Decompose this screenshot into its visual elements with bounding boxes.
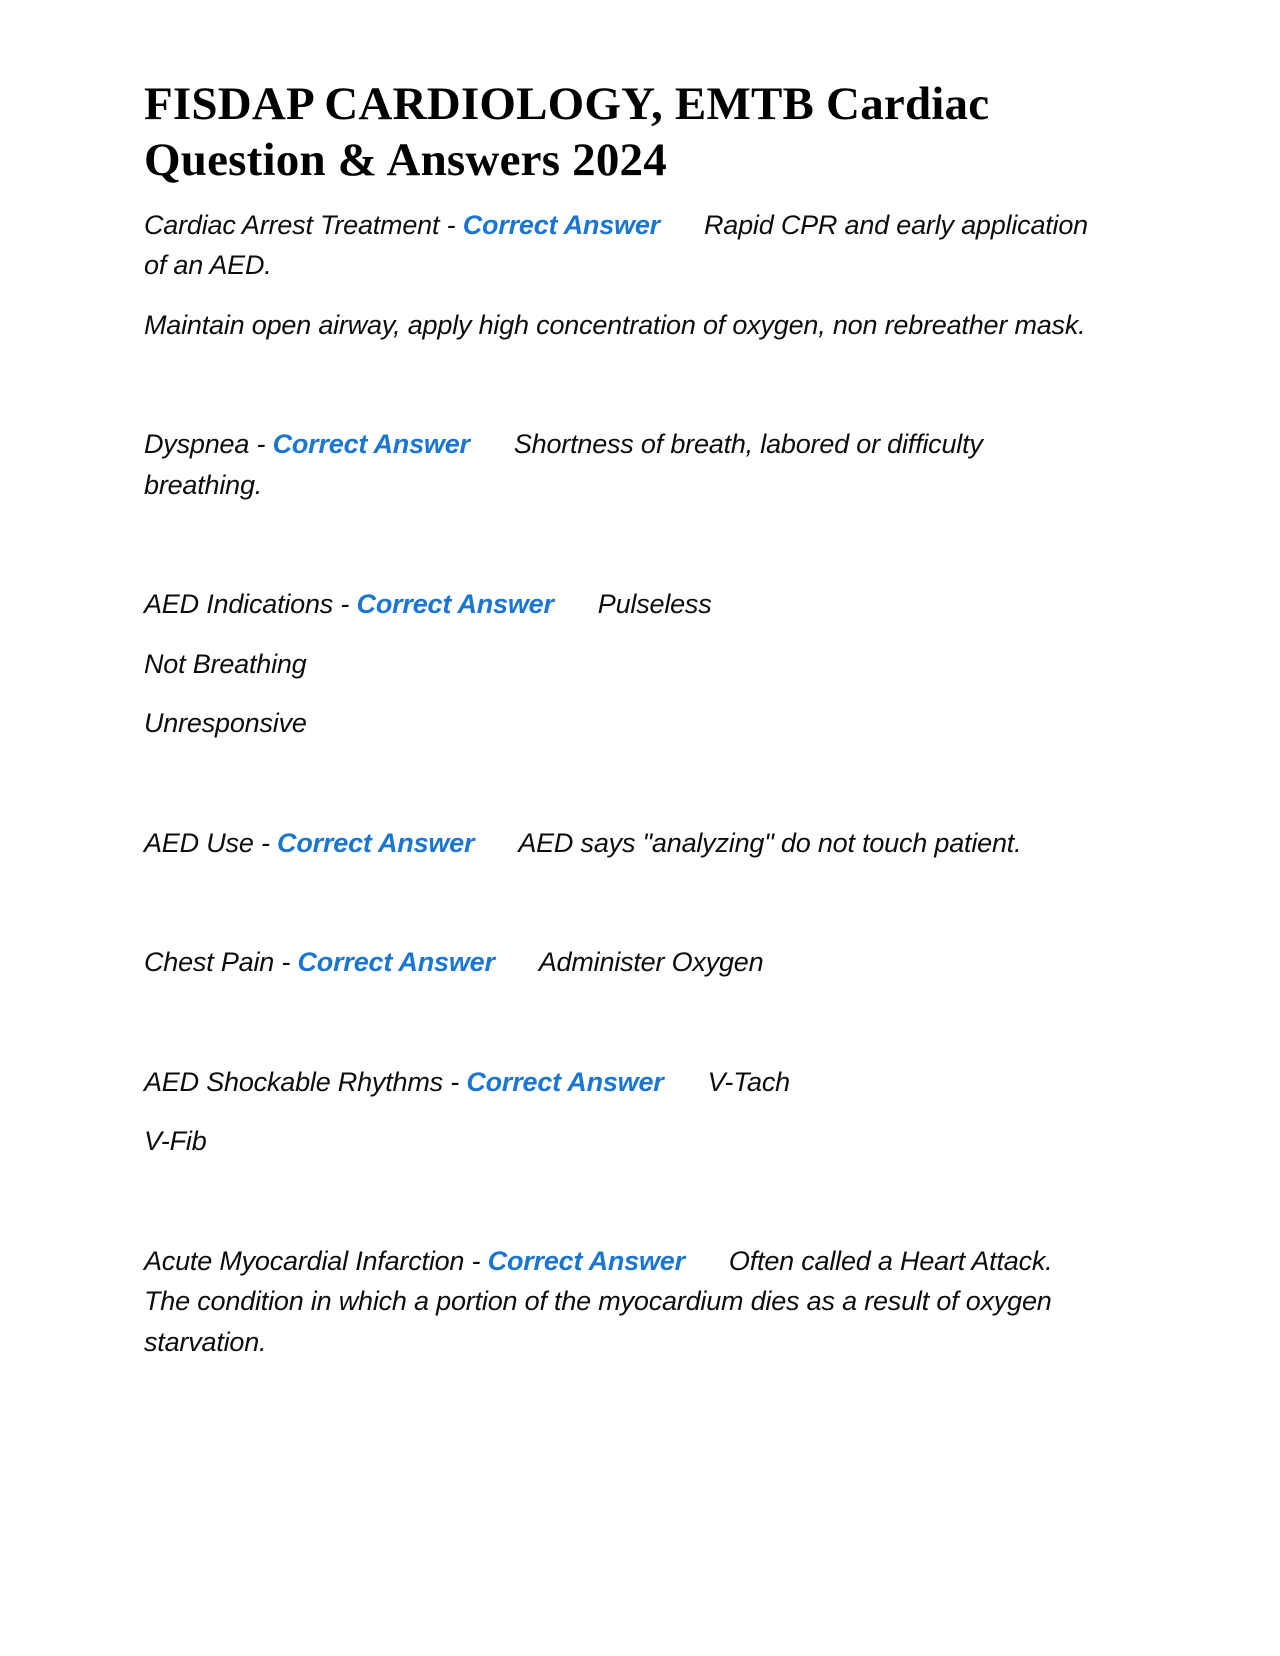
qa-item	[144, 1241, 1096, 1363]
qa-item	[144, 823, 1096, 864]
paragraph-text: Maintain open airway, apply high concentration of oxygen, non rebreather mask.	[144, 309, 1086, 340]
qa-term: Acute Myocardial Infarction	[144, 1245, 465, 1276]
qa-item	[144, 942, 1096, 983]
qa-term: AED Use	[144, 827, 254, 858]
paragraph-spacer	[144, 882, 1096, 942]
correct-answer-label: Correct Answer	[462, 209, 660, 240]
document-title	[144, 76, 1096, 189]
correct-answer-label: Correct Answer	[272, 429, 470, 460]
qa-item	[144, 424, 1096, 505]
qa-term: AED Indications	[144, 589, 334, 620]
document-body	[144, 205, 1096, 1363]
qa-separator: -	[439, 209, 463, 240]
qa-separator: -	[274, 947, 298, 978]
correct-answer-label: Correct Answer	[356, 589, 554, 620]
correct-answer-label: Correct Answer	[277, 827, 475, 858]
qa-term: Cardiac Arrest Treatment	[144, 209, 440, 240]
qa-answer: AED says "analyzing" do not touch patient.	[518, 827, 1022, 858]
paragraph-spacer	[144, 1002, 1096, 1062]
qa-separator: -	[464, 1245, 488, 1276]
qa-separator: -	[333, 589, 357, 620]
qa-answer: Shortness of breath, labored or difficulty breathing.	[144, 429, 983, 500]
title-line-1: FISDAP CARDIOLOGY, EMTB Cardiac	[144, 78, 990, 130]
correct-answer-label: Correct Answer	[297, 947, 495, 978]
qa-item	[144, 584, 1096, 625]
qa-item	[144, 1062, 1096, 1103]
qa-answer: V-Tach	[707, 1066, 790, 1097]
qa-answer: Rapid CPR and early application of an AED.	[144, 209, 1088, 281]
paragraph-text: Unresponsive	[144, 708, 307, 739]
qa-answer: Pulseless	[597, 589, 712, 620]
qa-item	[144, 205, 1096, 286]
qa-term: AED Shockable Rhythms	[144, 1066, 443, 1097]
qa-separator: -	[442, 1066, 467, 1097]
qa-term: Dyspnea	[144, 429, 250, 460]
correct-answer-label: Correct Answer	[466, 1066, 664, 1097]
qa-term: Chest Pain	[144, 947, 275, 978]
qa-separator: -	[253, 827, 278, 858]
paragraph-spacer	[144, 763, 1096, 823]
title-line-2: Question & Answers 2024	[144, 134, 667, 187]
paragraph-text: Not Breathing	[144, 648, 307, 679]
qa-separator: -	[249, 429, 273, 460]
qa-answer: Often called a Heart Attack. The condition in which a portion of the myocardium dies as a result of oxygen starvation.	[144, 1245, 1053, 1357]
correct-answer-label: Correct Answer	[487, 1245, 685, 1276]
paragraph-spacer	[144, 364, 1096, 424]
paragraph-spacer	[144, 1181, 1096, 1241]
paragraph-text: V-Fib	[144, 1126, 207, 1157]
qa-answer: Administer Oxygen	[538, 947, 764, 978]
paragraph-spacer	[144, 524, 1096, 584]
